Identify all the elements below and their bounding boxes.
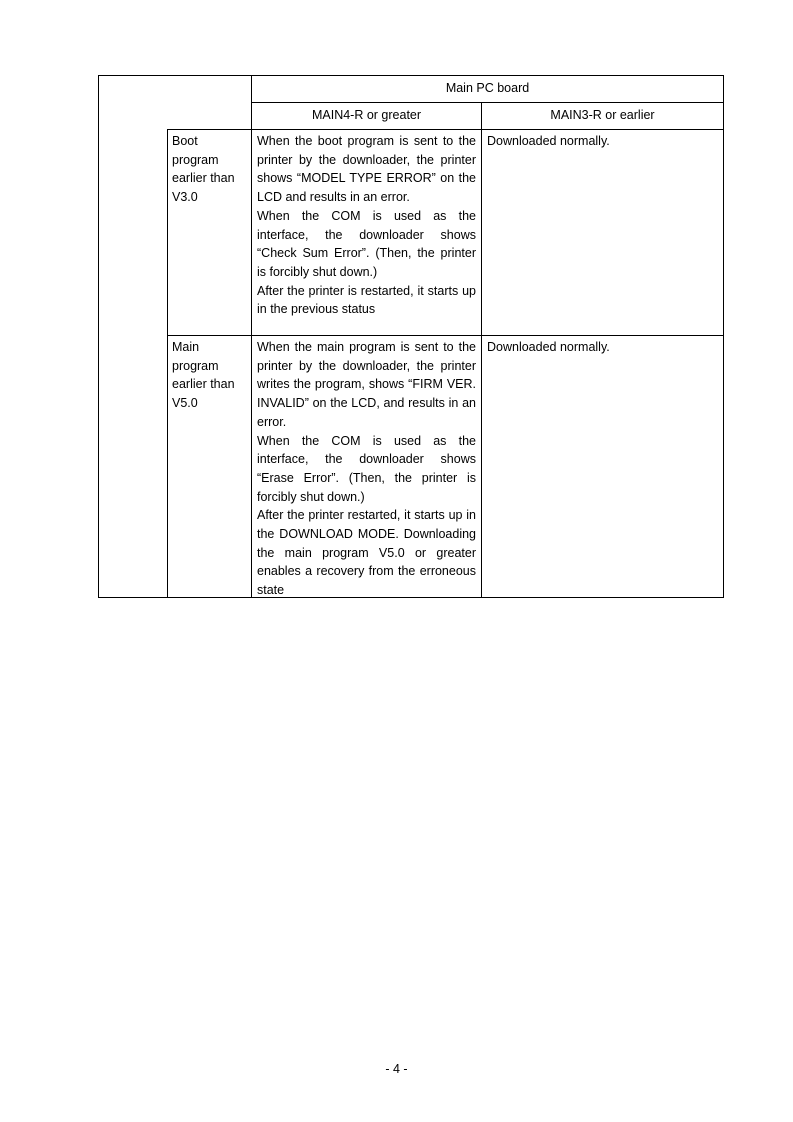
header-main3: MAIN3-R or earlier [550, 108, 655, 122]
table-border-left [98, 75, 99, 598]
cell-paragraph: When the main program is sent to the printer by the downloader, the printer writes the program, shows “FIRM VER. INVALID” on the LCD, and results in an error. [257, 340, 476, 429]
label-col-divider [167, 129, 168, 598]
table-border-top [98, 75, 724, 76]
header-main4: MAIN4-R or greater [311, 108, 422, 122]
row-divider [167, 335, 724, 336]
row-label-line: Main [172, 340, 200, 354]
row-label-main [172, 338, 250, 413]
cell-paragraph: When the COM is used as the interface, the downloader shows “Check Sum Error”. (Then, the printer is forcibly shut down.) [257, 208, 476, 279]
row-label-line: earlier than [172, 171, 235, 186]
cell-paragraph: After the printer restarted, it starts up in the DOWNLOAD MODE. Downloading the main program V5.0 or greater enables a recovery from the erroneous state [257, 508, 476, 598]
col-divider-main3 [481, 102, 482, 598]
page-number: - 4 - [385, 1062, 408, 1076]
cell-boot-main4 [257, 132, 476, 319]
cell-main-main4 [257, 338, 476, 600]
cell-paragraph: When the COM is used as the interface, the downloader shows “Erase Error”. (Then, the printer is forcibly shut down.) [257, 433, 476, 504]
row-label-line: Boot [172, 134, 198, 148]
row-label-boot [172, 132, 250, 207]
cell-paragraph: After the printer is restarted, it starts up in the previous status [257, 283, 476, 317]
row-label-line: program [172, 152, 219, 167]
table-border-right [723, 75, 724, 598]
header-divider [251, 102, 724, 103]
cell-main-main3: Downloaded normally. [487, 340, 610, 354]
row-label-line: program [172, 358, 219, 373]
cell-boot-main3: Downloaded normally. [487, 134, 610, 148]
row-label-line: earlier than [172, 377, 235, 392]
header-main-pc-board: Main PC board [445, 81, 530, 95]
row-label-line: V3.0 [172, 190, 198, 205]
col-divider-main4 [251, 75, 252, 598]
cell-paragraph: When the boot program is sent to the printer by the downloader, the printer shows “MODEL TYPE ERROR” on the LCD and results in an error. [257, 134, 476, 205]
row-label-line: V5.0 [172, 396, 198, 411]
